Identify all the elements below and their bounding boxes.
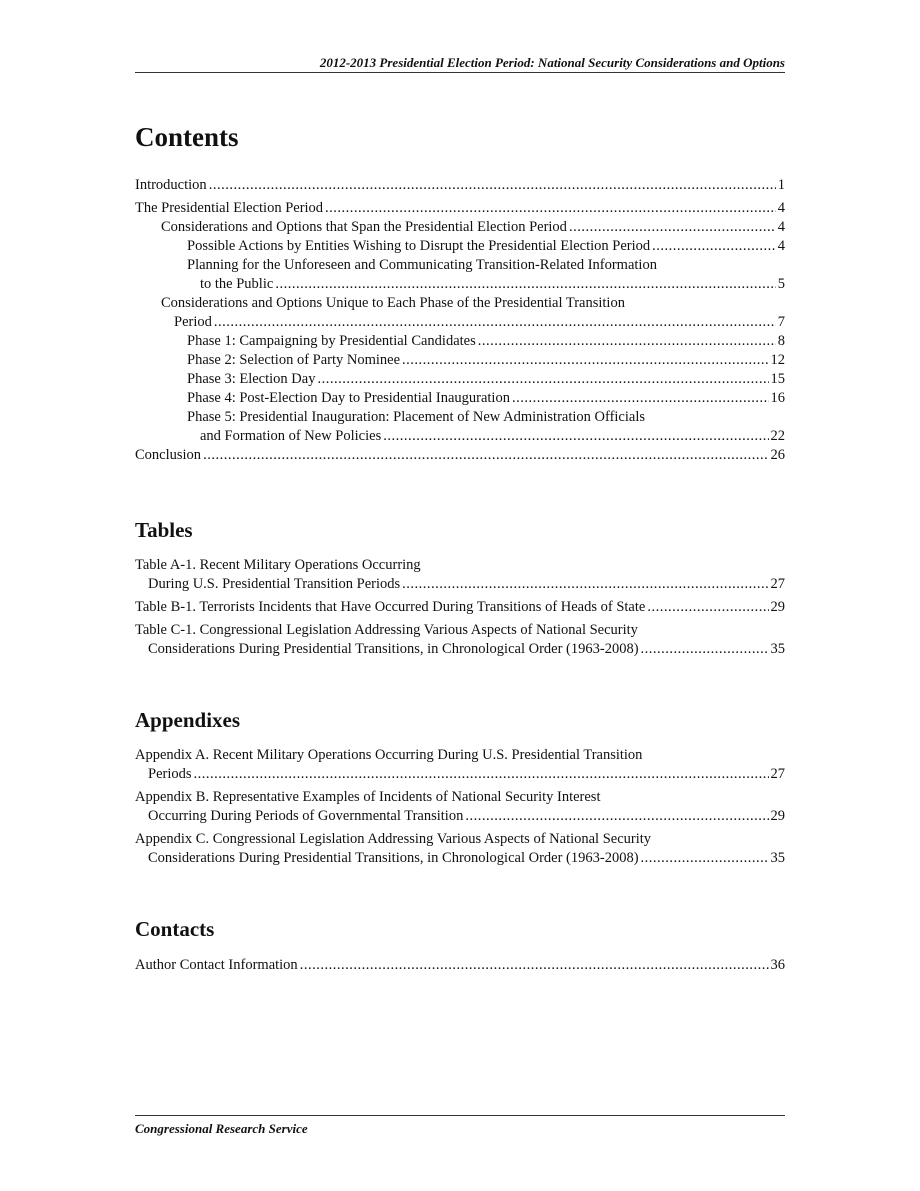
toc-entry-possible-actions[interactable]: Possible Actions by Entities Wishing to Disrupt the Presidential Election Period ..... 4 [135, 237, 785, 256]
table-entry-b1[interactable]: Table B-1. Terrorists Incidents that Have Occurred During Transitions of Heads of State ..... 29 [135, 598, 785, 617]
contact-entry-author[interactable]: Author Contact Information ..... 36 [135, 956, 785, 975]
toc-entry-planning-unforeseen[interactable]: Planning for the Unforeseen and Communicating Transition-Related Information to the Public ..... 5 [135, 256, 785, 294]
toc-entry-phase-2[interactable]: Phase 2: Selection of Party Nominee ..... 12 [135, 351, 785, 370]
appendix-entry-a[interactable]: Appendix A. Recent Military Operations Occurring During U.S. Presidential Transition Periods ..... 27 [135, 746, 785, 784]
toc-entry-presidential-election-period[interactable]: The Presidential Election Period ..... 4 [135, 199, 785, 218]
table-entry-c1[interactable]: Table C-1. Congressional Legislation Addressing Various Aspects of National Security Considerations During Presidential Transitions, in Chronological Order (1963-2008) ..... 35 [135, 621, 785, 659]
toc-entry-considerations-unique[interactable]: Considerations and Options Unique to Each Phase of the Presidential Transition Period ..... 7 [135, 294, 785, 332]
toc-entry-phase-1[interactable]: Phase 1: Campaigning by Presidential Candidates ..... 8 [135, 332, 785, 351]
header-rule [135, 72, 785, 73]
contacts-list [135, 956, 785, 975]
toc-entry-phase-4[interactable]: Phase 4: Post-Election Day to Presidential Inauguration ..... 16 [135, 389, 785, 408]
contents-list [135, 176, 785, 465]
contents-title: Contents [135, 122, 239, 152]
toc-entry-introduction[interactable]: Introduction ..... 1 [135, 176, 785, 195]
footer-rule [135, 1115, 785, 1116]
appendix-entry-b[interactable]: Appendix B. Representative Examples of Incidents of National Security Interest Occurring During Periods of Governmental Transition ..... 29 [135, 788, 785, 826]
appendixes-title: Appendixes [135, 708, 241, 732]
footer-text: Congressional Research Service [135, 1121, 308, 1136]
appendixes-list [135, 746, 785, 868]
appendix-entry-c[interactable]: Appendix C. Congressional Legislation Addressing Various Aspects of National Security Considerations During Presidential Transitions, in Chronological Order (1963-2008) ..... 35 [135, 830, 785, 868]
toc-entry-considerations-span[interactable]: Considerations and Options that Span the Presidential Election Period ..... 4 [135, 218, 785, 237]
toc-entry-conclusion[interactable]: Conclusion ..... 26 [135, 446, 785, 465]
table-entry-a1[interactable]: Table A-1. Recent Military Operations Occurring During U.S. Presidential Transition Periods ..... 27 [135, 556, 785, 594]
tables-title: Tables [135, 518, 193, 542]
contacts-title: Contacts [135, 917, 215, 941]
toc-entry-phase-3[interactable]: Phase 3: Election Day ..... 15 [135, 370, 785, 389]
running-header: 2012-2013 Presidential Election Period: National Security Considerations and Options [319, 55, 785, 70]
tables-list [135, 556, 785, 659]
toc-entry-phase-5[interactable]: Phase 5: Presidential Inauguration: Placement of New Administration Officials and Formation of New Policies ..... 22 [135, 408, 785, 446]
